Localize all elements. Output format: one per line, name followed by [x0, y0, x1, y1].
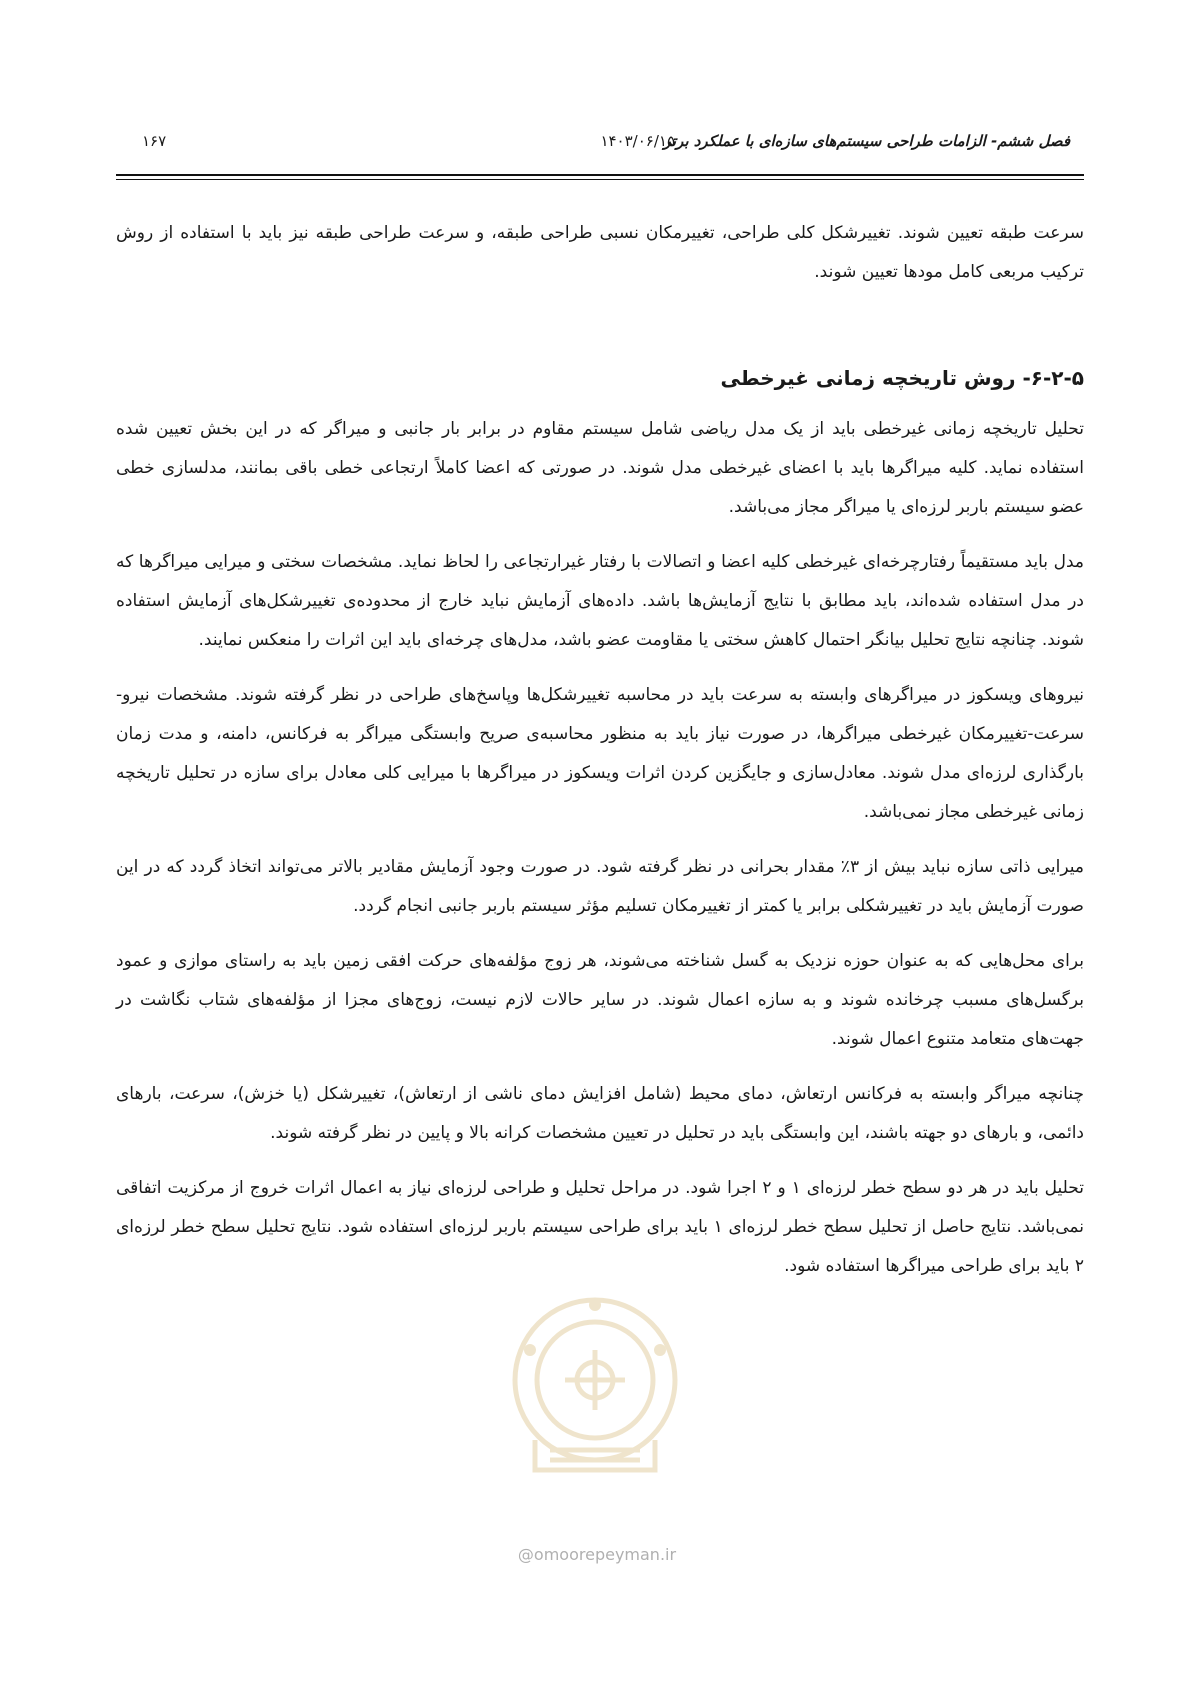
paragraph: تحلیل تاریخچه زمانی غیرخطی باید از یک مدل ریاضی شامل سیستم مقاوم در برابر بار جانبی و میراگر که در این بخش تعیین شده استفاده نماید. کلیه میراگرها باید با اعضای غیرخطی مدل شوند. در صورتی که اعضا کاملاً ارتجاعی خطی باقی بمانند، مدلسازی خطی عضو سیستم باربر لرزه‌ای یا میراگر مجاز می‌باشد.: [116, 419, 1084, 517]
page-number: ۱۶۷: [142, 132, 167, 150]
paragraph: چنانچه میراگر وابسته به فرکانس ارتعاش، دمای محیط (شامل افزایش دمای ناشی از ارتعاش)، تغییرشکل (یا خزش)، سرعت، بارهای دائمی، و بارهای دو جهته باشند، این وابستگی باید در تحلیل در تعیین مشخصات کرانه بالا و پایین در نظر گرفته شوند.: [116, 1084, 1084, 1143]
paragraph: تحلیل باید در هر دو سطح خطر لرزه‌ای ۱ و ۲ اجرا شود. در مراحل تحلیل و طراحی لرزه‌ای نیاز به اعمال اثرات خروج از مرکزیت اتفاقی نمی‌باشد. نتایج حاصل از تحلیل سطح خطر لرزه‌ای ۱ باید برای طراحی سیستم باربر لرزه‌ای استفاده شود. نتایج تحلیل سطح خطر لرزه‌ای ۲ باید برای طراحی میراگرها استفاده شود.: [116, 1178, 1084, 1276]
header-rule-thin: [116, 179, 1084, 180]
section-heading: ۶-۲-۵- روش تاریخچه زمانی غیرخطی: [720, 366, 1084, 390]
paragraph: نیروهای ویسکوز در میراگرهای وابسته به سرعت باید در محاسبه تغییرشکل‌ها وپاسخ‌های طراحی در نظر گرفته شوند. مشخصات نیرو-سرعت-تغییرمکان غیرخطی میراگرها، در صورت نیاز باید به منظور محاسبه‌ی صریح وابستگی میراگر به فرکانس، دامنه، و مدت زمان بارگذاری لرزه‌ای مدل شوند. معادل‌سازی و جایگزین کردن اثرات ویسکوز در میراگرها با میرایی کلی معادل برای سازه در تحلیل تاریخچه زمانی غیرخطی مجاز نمی‌باشد.: [116, 685, 1084, 822]
intro-paragraph: سرعت طبقه تعیین شوند. تغییرشکل کلی طراحی، تغییرمکان نسبی طراحی طبقه، و سرعت طراحی طبقه نیز باید با استفاده از روش ترکیب مربعی کامل مودها تعیین شوند.: [116, 223, 1084, 282]
watermark-seal-icon: [495, 1270, 695, 1520]
chapter-title: فصل ششم- الزامات طراحی سیستم‌های سازه‌ای با عملکرد برتر: [663, 132, 1070, 150]
page-body: [116, 214, 1084, 1302]
paragraph: میرایی ذاتی سازه نباید بیش از ۳٪ مقدار بحرانی در نظر گرفته شود. در صورت وجود آزمایش مقادیر بالاتر می‌تواند اتخاذ گردد که در این صورت آزمایش باید در تغییرشکلی برابر یا کمتر از تغییرمکان تسلیم مؤثر سیستم باربر جانبی انجام گردد.: [116, 857, 1084, 916]
header-rule: [116, 174, 1084, 176]
watermark-text: @omoorepeyman.ir: [517, 1545, 677, 1564]
paragraph: مدل باید مستقیماً رفتارچرخه‌ای غیرخطی کلیه اعضا و اتصالات با رفتار غیرارتجاعی را لحاظ نماید. مشخصات سختی و میرایی میراگرها که در مدل استفاده شده‌اند، باید مطابق با نتایج آزمایش‌ها باشد. داده‌های آزمایش نباید خارج از محدوده‌ی تغییرشکل‌های آزمایش استفاده شوند. چنانچه نتایج تحلیل بیانگر احتمال کاهش سختی یا مقاومت عضو باشد، مدل‌های چرخه‌ای باید این اثرات را منعکس نمایند.: [116, 552, 1084, 650]
page-header: [142, 128, 1070, 160]
paragraph: برای محل‌هایی که به عنوان حوزه نزدیک به گسل شناخته می‌شوند، هر زوج مؤلفه‌های حرکت افقی زمین باید به راستای موازی و عمود برگسل‌های مسبب چرخانده شوند و به سازه اعمال شوند. در سایر حالات لازم نیست، زوج‌های مجزا از مؤلفه‌های شتاب نگاشت در جهت‌های متعامد متنوع اعمال شوند.: [116, 951, 1084, 1049]
revision-date: ۱۴۰۳/۰۶/۱۵: [600, 132, 675, 150]
